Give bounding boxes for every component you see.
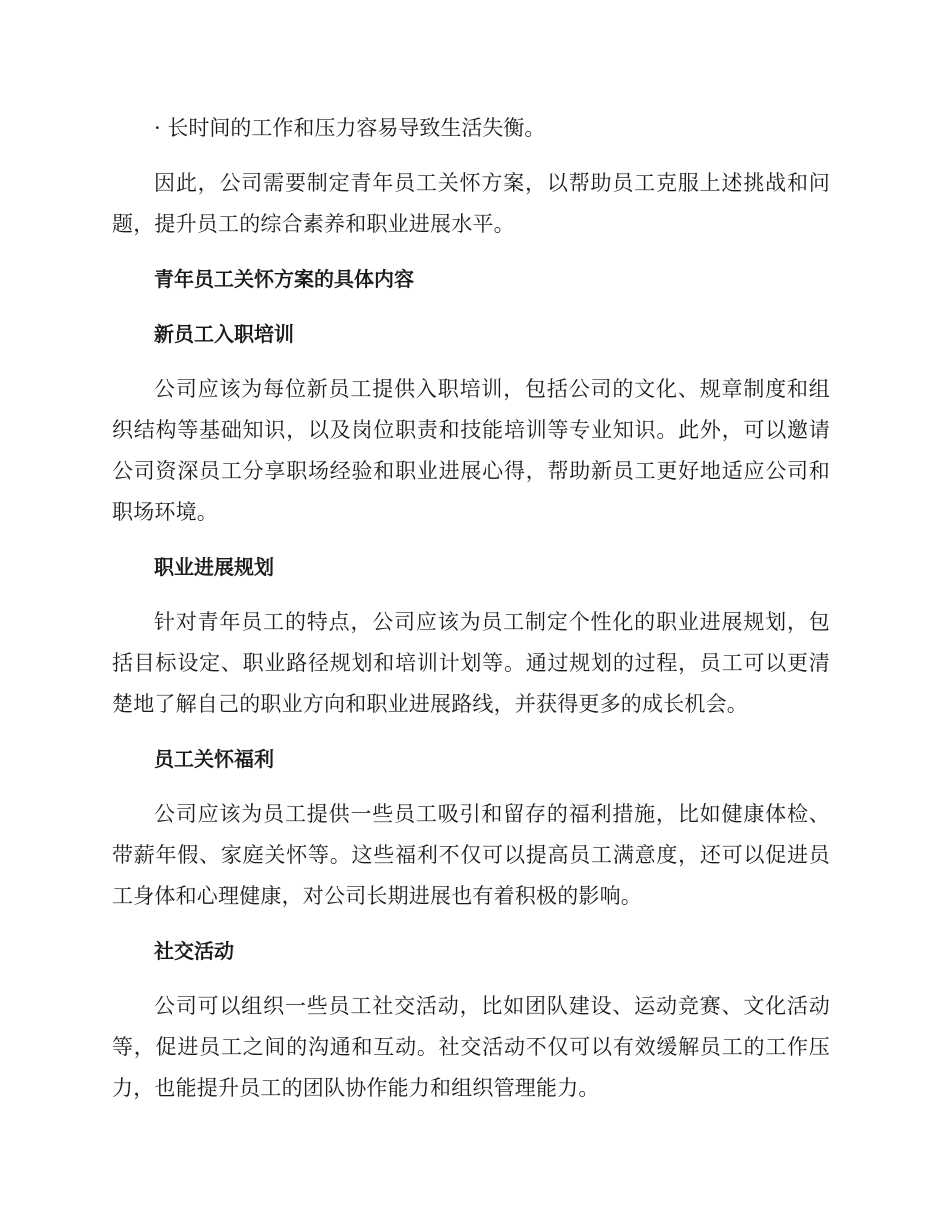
heading-career-planning: 职业进展规划 (154, 555, 274, 579)
document-page (112, 108, 830, 1123)
paragraph-social-activities: 公司可以组织一些员工社交活动，比如团队建设、运动竞赛、文化活动等，促进员工之间的沟通和互动。社交活动不仅可以有效缓解员工的工作压力，也能提升员工的团队协作能力和组织管理能力。 (112, 994, 830, 1100)
paragraph-employee-benefits: 公司应该为员工提供一些员工吸引和留存的福利措施，比如健康体检、带薪年假、家庭关怀等。这些福利不仅可以提高员工满意度，还可以促进员工身体和心理健康，对公司长期进展也有着积极的影响。 (112, 802, 830, 908)
heading-employee-benefits: 员工关怀福利 (154, 747, 274, 771)
paragraph-career-planning: 针对青年员工的特点，公司应该为员工制定个性化的职业进展规划，包括目标设定、职业路径规划和培训计划等。通过规划的过程，员工可以更清楚地了解自己的职业方向和职业进展路线，并获得更多的成长机会。 (112, 610, 830, 716)
heading-onboarding-training: 新员工入职培训 (154, 322, 294, 346)
paragraph-onboarding-training: 公司应该为每位新员工提供入职培训，包括公司的文化、规章制度和组织结构等基础知识，以及岗位职责和技能培训等专业知识。此外，可以邀请公司资深员工分享职场经验和职业进展心得，帮助新员工更好地适应公司和职场环境。 (112, 377, 830, 524)
bullet-item: · 长时间的工作和压力容易导致生活失衡。 (154, 116, 546, 140)
section-title: 青年员工关怀方案的具体内容 (154, 267, 414, 291)
heading-social-activities: 社交活动 (154, 939, 234, 963)
intro-paragraph: 因此，公司需要制定青年员工关怀方案，以帮助员工克服上述挑战和问题，提升员工的综合素养和职业进展水平。 (112, 171, 830, 236)
